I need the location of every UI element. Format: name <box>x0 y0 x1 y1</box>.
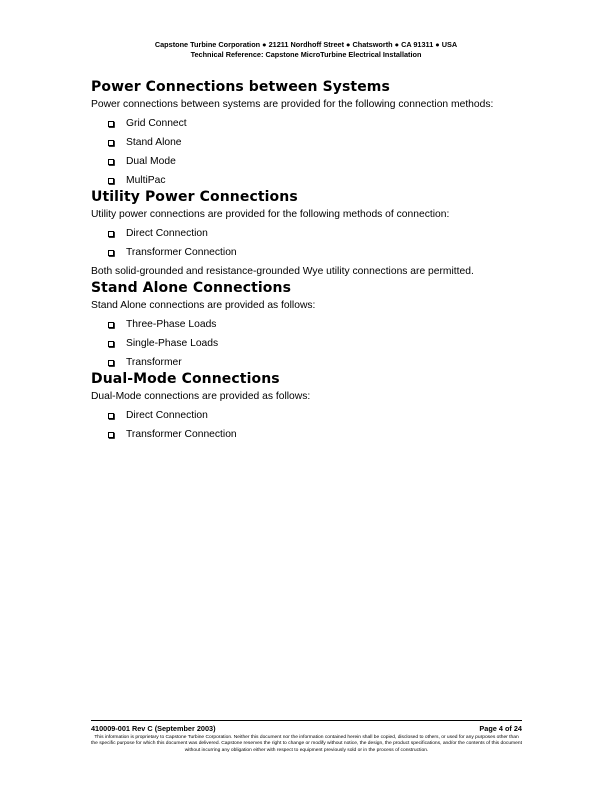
list-item-label: Direct Connection <box>126 410 208 421</box>
list-item-label: Transformer Connection <box>126 429 237 440</box>
bullet-list <box>91 227 531 259</box>
checkbox-bullet-icon <box>108 432 114 438</box>
document-body <box>91 79 531 441</box>
list-item <box>91 318 531 331</box>
list-item-label: Stand Alone <box>126 137 182 148</box>
proprietary-disclaimer: This information is proprietary to Capstone Turbine Corporation. Neither this document nor the information contained herein shall be copied, disclosed to others, or used for any purposes other than the specific purpose for which this document was delivered. Capstone reserves the right to change or modify without notice, the design, the product specifications, and/or the contents of this document without incurring any obligation either with respect to equipment previously sold or in the process of construction. <box>91 735 522 753</box>
section-title-dual-mode: Dual-Mode Connections <box>91 371 280 387</box>
list-item-label: Transformer Connection <box>126 247 237 258</box>
section-title-stand-alone: Stand Alone Connections <box>91 280 292 296</box>
list-item-label: MultiPac <box>126 175 166 186</box>
section-title-power-connections: Power Connections between Systems <box>91 79 390 95</box>
checkbox-bullet-icon <box>108 140 114 146</box>
section-intro: Dual-Mode connections are provided as follows: <box>91 391 311 402</box>
list-item <box>91 155 531 168</box>
list-item <box>91 227 531 240</box>
list-item <box>91 409 531 422</box>
list-item <box>91 246 531 259</box>
checkbox-bullet-icon <box>108 159 114 165</box>
list-item-label: Transformer <box>126 357 182 368</box>
checkbox-bullet-icon <box>108 231 114 237</box>
section-title-utility-power: Utility Power Connections <box>91 189 298 205</box>
list-item-label: Grid Connect <box>126 118 187 129</box>
section-intro: Stand Alone connections are provided as follows: <box>91 300 316 311</box>
checkbox-bullet-icon <box>108 322 114 328</box>
bullet-list <box>91 117 531 187</box>
checkbox-bullet-icon <box>108 413 114 419</box>
list-item-label: Direct Connection <box>126 228 208 239</box>
list-item-label: Three-Phase Loads <box>126 319 217 330</box>
checkbox-bullet-icon <box>108 121 114 127</box>
document-id: 410009-001 Rev C (September 2003) <box>91 724 216 733</box>
page-header <box>0 40 612 59</box>
list-item <box>91 117 531 130</box>
list-item <box>91 428 531 441</box>
footer-divider <box>91 720 522 721</box>
list-item-label: Dual Mode <box>126 156 176 167</box>
list-item <box>91 136 531 149</box>
list-item <box>91 174 531 187</box>
bullet-list <box>91 409 531 441</box>
list-item <box>91 356 531 369</box>
section-intro: Utility power connections are provided for the following methods of connection: <box>91 209 450 220</box>
checkbox-bullet-icon <box>108 360 114 366</box>
checkbox-bullet-icon <box>108 341 114 347</box>
section-note: Both solid-grounded and resistance-grounded Wye utility connections are permitted. <box>91 266 474 277</box>
list-item-label: Single-Phase Loads <box>126 338 219 349</box>
checkbox-bullet-icon <box>108 178 114 184</box>
page-number: Page 4 of 24 <box>479 724 522 733</box>
bullet-list <box>91 318 531 369</box>
header-document-title: Technical Reference: Capstone MicroTurbine Electrical Installation <box>190 49 422 59</box>
checkbox-bullet-icon <box>108 250 114 256</box>
section-intro: Power connections between systems are provided for the following connection methods: <box>91 99 494 110</box>
header-company-line: Capstone Turbine Corporation ● 21211 Nordhoff Street ● Chatsworth ● CA 91311 ● USA <box>154 40 458 49</box>
list-item <box>91 337 531 350</box>
